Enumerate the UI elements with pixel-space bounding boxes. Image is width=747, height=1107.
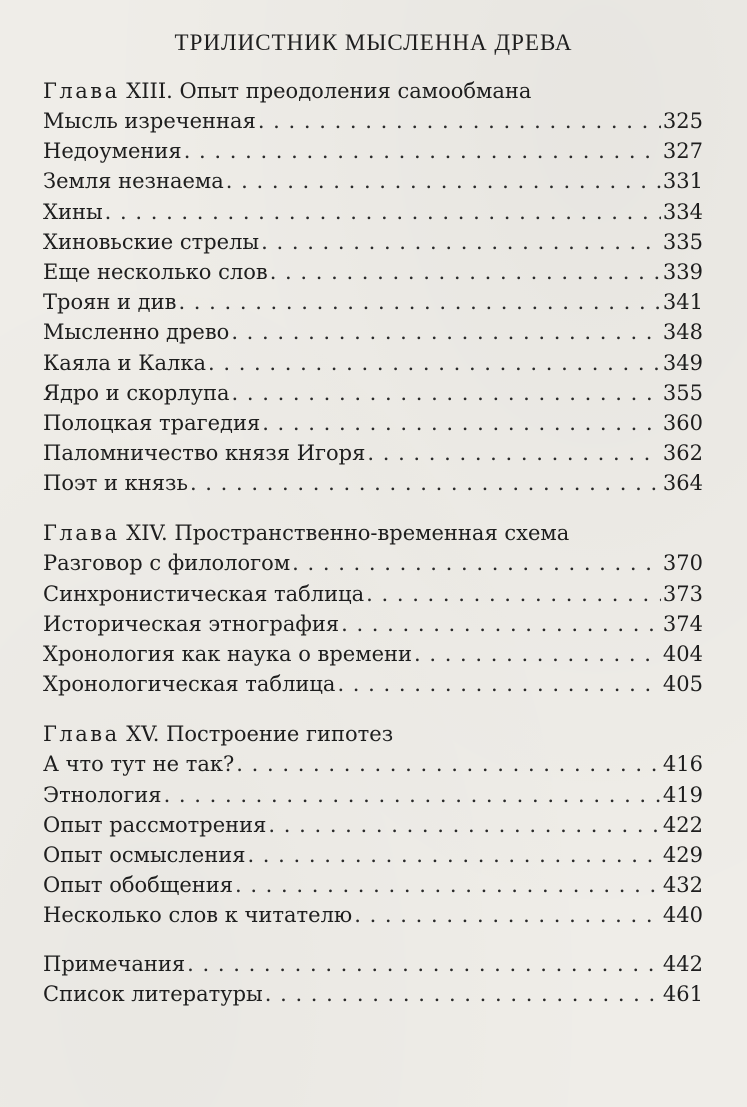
entry-title: Земля незнаема: [43, 169, 224, 194]
toc-entry: [43, 468, 703, 498]
leader-dots: [232, 378, 661, 408]
entry-title: Список литературы: [43, 981, 263, 1006]
chapter-label: Глава: [43, 722, 120, 747]
toc-entry: [43, 609, 703, 639]
entry-page: 362: [662, 441, 703, 466]
entry-page: 327: [662, 139, 703, 164]
entry-page: 335: [662, 229, 703, 254]
leader-dots: [164, 780, 661, 810]
leader-dots: [292, 548, 661, 578]
toc-entry: [43, 317, 703, 347]
toc-entry: [43, 257, 703, 287]
toc-entry: [43, 287, 703, 317]
leader-dots: [105, 197, 661, 227]
leader-dots: [236, 749, 661, 779]
leader-dots: [247, 840, 660, 870]
leader-dots: [235, 870, 661, 900]
leader-dots: [265, 979, 661, 1009]
toc-entry: [43, 579, 703, 609]
toc-entry: [43, 639, 703, 669]
toc-entry: [43, 197, 703, 227]
leader-dots: [366, 579, 661, 609]
toc-entry: [43, 870, 703, 900]
entry-title: Троян и див: [43, 290, 177, 315]
leader-dots: [268, 810, 660, 840]
toc-entry: [43, 136, 703, 166]
entry-page: 374: [662, 611, 703, 636]
toc-entry: [43, 166, 703, 196]
entry-page: 334: [662, 199, 703, 224]
entry-page: 419: [662, 782, 703, 807]
leader-dots: [208, 348, 661, 378]
leader-dots: [270, 257, 661, 287]
leader-dots: [354, 900, 661, 930]
toc-entry: [43, 780, 703, 810]
toc-entry: [43, 106, 703, 136]
entry-title: Синхронистическая таблица: [43, 581, 365, 606]
chapter-heading-14: [43, 518, 703, 548]
leader-dots: [190, 468, 661, 498]
toc-entry: [43, 408, 703, 438]
toc-entry: [43, 749, 703, 779]
entry-title: Хронология как наука о времени: [43, 642, 412, 666]
chapter-heading-15: [43, 719, 703, 749]
entry-title: Недоумения: [43, 139, 182, 164]
entry-title: Еще несколько слов: [43, 259, 268, 284]
entry-title: Хины: [43, 199, 103, 224]
toc-entry: [43, 900, 703, 930]
entry-page: 440: [662, 903, 703, 928]
entry-title: Опыт рассмотрения: [43, 812, 267, 837]
entry-page: 364: [662, 471, 703, 496]
entry-page: 339: [662, 259, 703, 284]
leader-dots: [184, 136, 661, 166]
entry-page: 442: [662, 951, 703, 976]
toc-entry: [43, 227, 703, 257]
chapter-label: Глава: [43, 521, 120, 546]
toc-entry: [43, 548, 703, 578]
entry-page: 341: [662, 290, 703, 315]
entry-title: Паломничество князя Игоря: [43, 441, 366, 466]
table-of-contents: [43, 76, 703, 1009]
toc-entry: [43, 348, 703, 378]
entry-page: 405: [662, 672, 703, 697]
leader-dots: [341, 609, 661, 639]
leader-dots: [258, 106, 661, 136]
page-title: ТРИЛИСТНИК МЫСЛЕННА ДРЕВА: [174, 30, 573, 55]
entry-page: 422: [662, 812, 703, 837]
leader-dots: [187, 949, 661, 979]
leader-dots: [414, 639, 661, 669]
leader-dots: [231, 317, 661, 347]
toc-entry-notes: [43, 949, 703, 979]
leader-dots: [226, 166, 661, 196]
entry-title: Опыт обобщения: [43, 873, 233, 898]
entry-title: Этнология: [43, 782, 162, 807]
entry-page: 432: [662, 873, 703, 898]
entry-page: 325: [662, 109, 703, 133]
chapter-title: XV. Построение гипотез: [119, 722, 394, 747]
leader-dots: [262, 408, 661, 438]
entry-page: 461: [662, 981, 703, 1006]
entry-title: Несколько слов к читателю: [43, 903, 353, 928]
entry-page: 404: [662, 642, 703, 666]
chapter-heading-13: [43, 76, 703, 106]
entry-page: 348: [662, 320, 703, 345]
toc-entry-bibliography: [43, 979, 703, 1009]
entry-title: Историческая этнография: [43, 611, 340, 636]
chapter-title: XIII. Опыт преодоления самообмана: [119, 79, 532, 103]
entry-title: Мысленно древо: [43, 320, 230, 345]
entry-page: 349: [662, 350, 703, 375]
entry-title: А что тут не так?: [43, 752, 235, 777]
toc-entry: [43, 438, 703, 468]
leader-dots: [261, 227, 661, 257]
toc-entry: [43, 810, 703, 840]
entry-title: Разговор с филологом: [43, 551, 291, 576]
entry-page: 370: [662, 551, 703, 576]
toc-entry: [43, 378, 703, 408]
leader-dots: [367, 438, 661, 468]
entry-title: Каяла и Калка: [43, 350, 206, 375]
entry-page: 355: [662, 380, 703, 405]
entry-title: Хронологическая таблица: [43, 672, 336, 697]
entry-page: 416: [662, 752, 703, 777]
entry-page: 429: [662, 842, 703, 867]
toc-entry: [43, 840, 703, 870]
entry-title: Примечания: [43, 951, 186, 976]
entry-page: 360: [662, 410, 703, 435]
entry-page: 331: [662, 169, 703, 194]
chapter-label: Глава: [43, 79, 120, 103]
toc-entry: [43, 669, 703, 699]
entry-title: Мысль изреченная: [43, 109, 256, 133]
entry-title: Поэт и князь: [43, 471, 188, 496]
entry-title: Опыт осмысления: [43, 842, 246, 867]
chapter-title: XIV. Пространственно-временная схема: [119, 521, 570, 546]
entry-title: Полоцкая трагедия: [43, 410, 261, 435]
leader-dots: [178, 287, 660, 317]
leader-dots: [337, 669, 660, 699]
entry-page: 373: [662, 581, 703, 606]
entry-title: Ядро и скорлупа: [43, 380, 230, 405]
entry-title: Хиновьские стрелы: [43, 229, 260, 254]
